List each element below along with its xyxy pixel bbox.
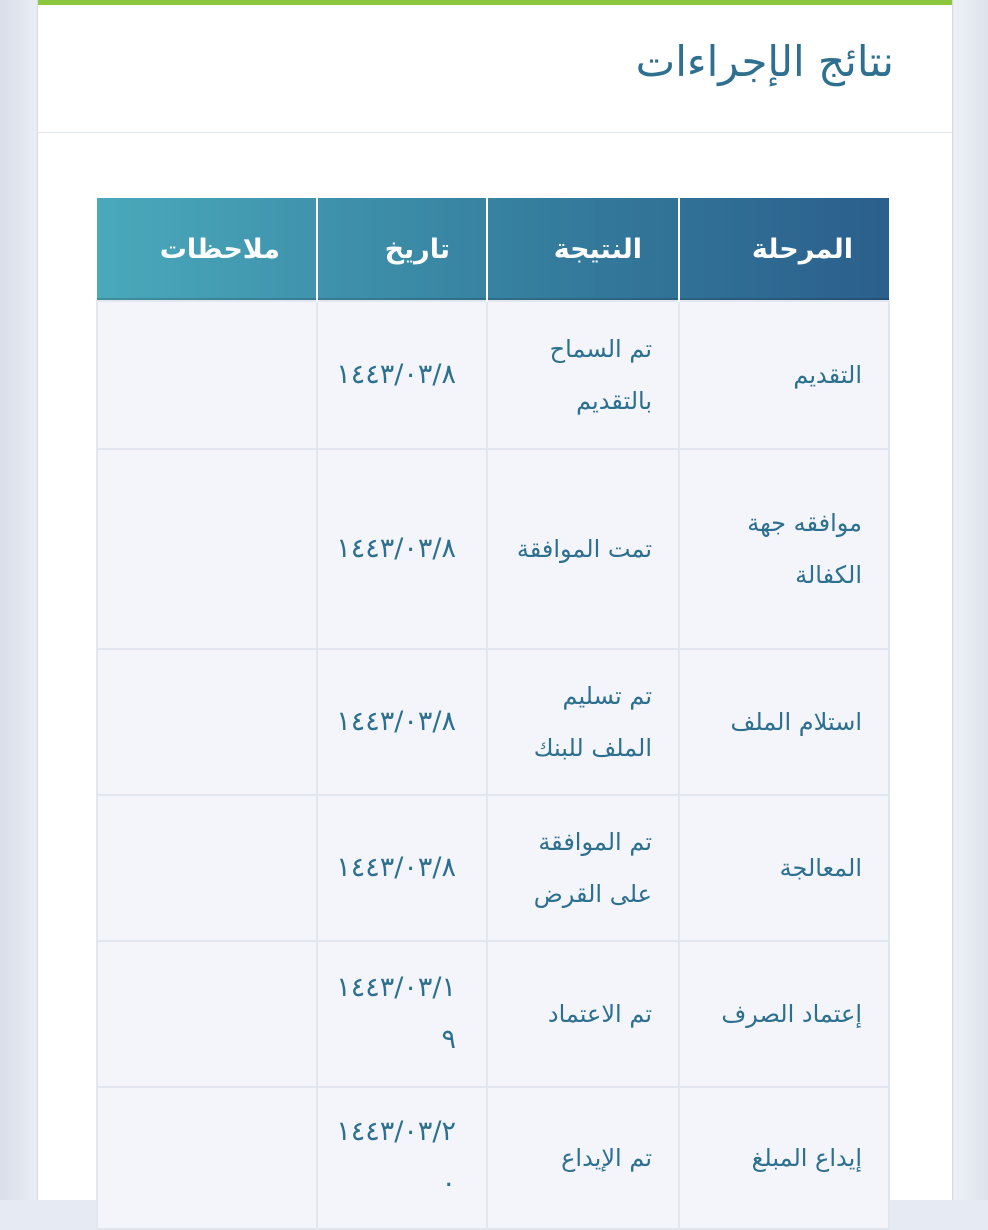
notes-cell [97,1087,317,1229]
notes-cell [97,449,317,649]
result-cell: تم الإيداع [487,1087,679,1229]
table-row [97,449,889,649]
right-margin [954,0,988,1200]
card-header [38,5,952,133]
table-row [97,795,889,941]
procedures-results-table [96,198,890,1230]
stage-cell: إعتماد الصرف [679,941,889,1087]
result-cell: تمت الموافقة [487,449,679,649]
page-title: نتائج الإجراءات [635,37,894,86]
column-header-date: تاريخ [317,198,487,301]
column-header-stage: المرحلة [679,198,889,301]
result-cell: تم تسليم الملف للبنك [487,649,679,795]
stage-cell: إيداع المبلغ [679,1087,889,1229]
notes-cell [97,795,317,941]
stage-cell: المعالجة [679,795,889,941]
result-cell: تم السماح بالتقديم [487,301,679,449]
notes-cell [97,301,317,449]
date-cell: ١٤٤٣/٠٣/٢٠ [317,1087,487,1229]
result-cell: تم الموافقة على القرض [487,795,679,941]
date-cell: ١٤٤٣/٠٣/٨ [317,449,487,649]
notes-cell [97,649,317,795]
date-cell: ١٤٤٣/٠٣/٨ [317,301,487,449]
result-cell: تم الاعتماد [487,941,679,1087]
table-row [97,301,889,449]
column-header-result: النتيجة [487,198,679,301]
table-row [97,1087,889,1229]
table-row [97,649,889,795]
stage-cell: التقديم [679,301,889,449]
notes-cell [97,941,317,1087]
table-row [97,941,889,1087]
date-cell: ١٤٤٣/٠٣/٨ [317,649,487,795]
date-cell: ١٤٤٣/٠٣/٨ [317,795,487,941]
column-header-notes: ملاحظات [97,198,317,301]
stage-cell: استلام الملف [679,649,889,795]
table-header-row [97,198,889,301]
results-card [37,0,953,1200]
stage-cell: موافقه جهة الكفالة [679,449,889,649]
date-cell: ١٤٤٣/٠٣/١٩ [317,941,487,1087]
left-margin [0,0,36,1200]
